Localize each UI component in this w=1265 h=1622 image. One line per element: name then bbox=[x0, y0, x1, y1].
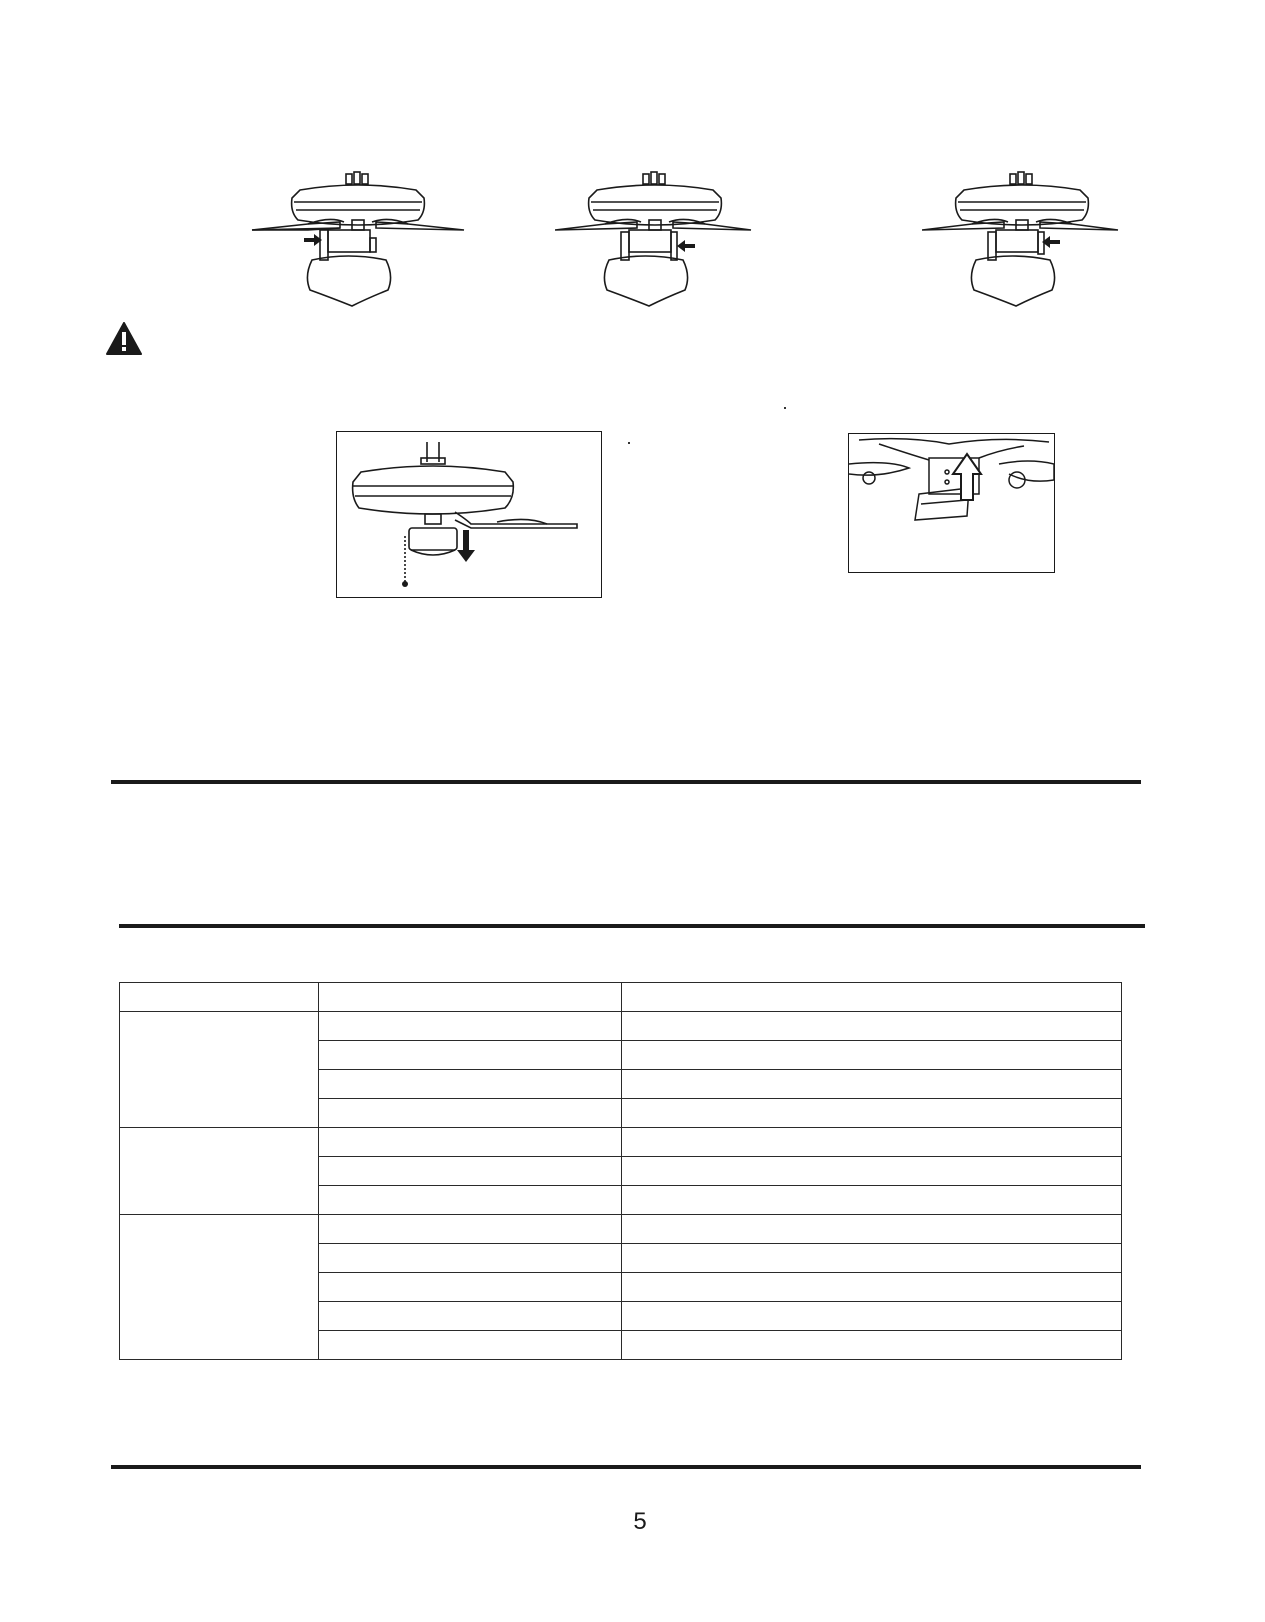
table-group-cell bbox=[120, 1215, 319, 1360]
table-cell bbox=[622, 1244, 1122, 1273]
table-cell bbox=[622, 1157, 1122, 1186]
table-cell bbox=[319, 983, 622, 1012]
table-cell bbox=[622, 1302, 1122, 1331]
table-header-row bbox=[120, 983, 1122, 1012]
table-cell bbox=[120, 983, 319, 1012]
table-row bbox=[120, 1012, 1122, 1041]
table-row bbox=[120, 1215, 1122, 1244]
table-cell bbox=[319, 1302, 622, 1331]
table-cell bbox=[319, 1041, 622, 1070]
table-cell bbox=[622, 1012, 1122, 1041]
scan-speck bbox=[784, 407, 786, 409]
table-cell bbox=[622, 1099, 1122, 1128]
table-cell bbox=[319, 1331, 622, 1360]
table-group-cell bbox=[120, 1128, 319, 1215]
table-cell bbox=[319, 1273, 622, 1302]
switch-housing-removal-illustration bbox=[336, 431, 602, 598]
table-cell bbox=[622, 1041, 1122, 1070]
page-number: 5 bbox=[633, 1508, 647, 1535]
table-cell bbox=[622, 1070, 1122, 1099]
section-divider-3 bbox=[111, 1465, 1141, 1469]
table-cell bbox=[319, 1099, 622, 1128]
table-cell bbox=[622, 1331, 1122, 1360]
section-divider-2 bbox=[119, 924, 1145, 928]
table-cell bbox=[319, 1215, 622, 1244]
table-cell bbox=[622, 983, 1122, 1012]
fan-illustration-2 bbox=[555, 168, 755, 318]
table-cell bbox=[319, 1186, 622, 1215]
table-cell bbox=[319, 1070, 622, 1099]
table-cell bbox=[622, 1186, 1122, 1215]
table-cell bbox=[622, 1128, 1122, 1157]
scan-speck bbox=[628, 442, 630, 444]
fan-illustration-3 bbox=[922, 168, 1122, 318]
table-cell bbox=[319, 1244, 622, 1273]
fan-illustration-1 bbox=[248, 168, 468, 318]
table-cell bbox=[319, 1157, 622, 1186]
table-cell bbox=[319, 1012, 622, 1041]
table-group-cell bbox=[120, 1012, 319, 1128]
table-cell bbox=[622, 1215, 1122, 1244]
switch-housing-install-illustration bbox=[848, 433, 1055, 573]
table-cell bbox=[319, 1128, 622, 1157]
troubleshooting-table bbox=[119, 982, 1122, 1360]
table-row bbox=[120, 1128, 1122, 1157]
section-divider-1 bbox=[111, 780, 1141, 784]
warning-triangle-icon bbox=[106, 322, 142, 356]
table-cell bbox=[622, 1273, 1122, 1302]
